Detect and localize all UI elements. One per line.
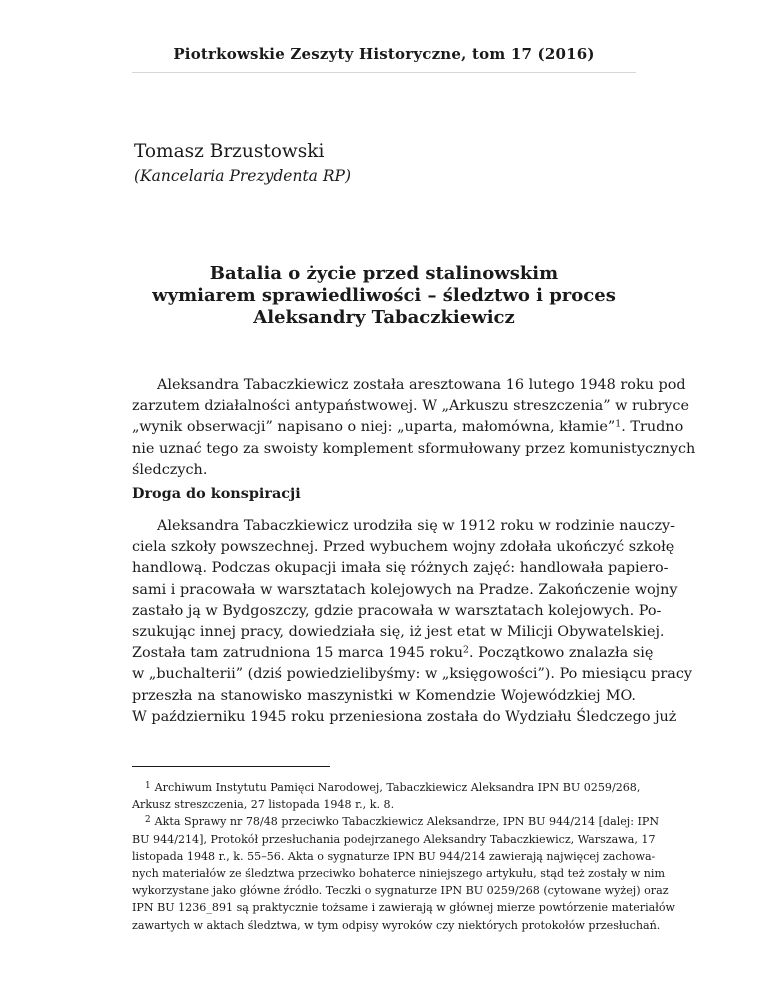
line-text: . Początkowo znalazła się — [468, 645, 654, 662]
paragraph-line: sami i pracowała w warsztatach kolejowych na Pradze. Zakończenie wojny — [132, 581, 678, 598]
footnote-2-line: nych materiałów ze śledztwa przeciwko bohaterce niniejszego artykułu, stąd też zostały w nim — [132, 866, 665, 880]
paragraph-line: Aleksandra Tabaczkiewicz urodziła się w 1912 roku w rodzinie nauczy- — [157, 518, 676, 534]
footnote-2-mark: 2 — [145, 815, 151, 826]
paragraph-line: ciela szkoły powszechnej. Przed wybuchem wojny zdołała ukończyć szkołę — [132, 539, 675, 556]
footnote-2-line: listopada 1948 r., k. 55–56. Akta o sygnaturze IPN BU 944/214 zawierają najwięcej zachowa- — [132, 849, 656, 863]
footnote-2-line: IPN BU 1236_891 są praktycznie tożsame i zawierają w głównej mierze powtórzenie materiałów — [132, 901, 676, 915]
header-divider — [132, 72, 636, 73]
line-text: . Trudno — [621, 419, 684, 436]
paragraph-line: W październiku 1945 roku przeniesiona została do Wydziału Śledczego już — [132, 708, 677, 725]
title-line: Aleksandry Tabaczkiewicz — [253, 307, 515, 328]
footnote-2-line: wykorzystane jako główne źródło. Teczki o sygnaturze IPN BU 0259/268 (cytowane wyżej) oraz — [132, 884, 669, 898]
paragraph-line: handlową. Podczas okupacji imała się różnych zajęć: handlowała papiero- — [132, 560, 669, 577]
footnote-2-line — [132, 813, 660, 830]
paragraph-line: szukując innej pracy, dowiedziała się, iż jest etat w Milicji Obywatelskiej. — [132, 623, 665, 640]
author-name: Tomasz Brzustowski — [134, 141, 325, 162]
paragraph-line: w „buchalterii” (dziś powiedzielibyśmy: w „księgowości”). Po miesiącu pracy — [132, 666, 693, 683]
section-heading: Droga do konspiracji — [132, 485, 301, 502]
paragraph-line: przeszła na stanowisko maszynistki w Komendzie Wojewódzkiej MO. — [132, 687, 636, 704]
footnotes — [132, 779, 676, 934]
paragraph-line — [132, 417, 684, 438]
footnote-2-line: zawartych w aktach śledztwa, w tym odpisy wyroków czy niektórych protokołów przesłuchań. — [132, 918, 661, 932]
footnote-ref-2: 2 — [463, 644, 469, 656]
article-title — [132, 263, 636, 329]
footnote-1-line: Arkusz streszczenia, 27 listopada 1948 r., k. 8. — [132, 798, 395, 812]
title-line: Batalia o życie przed stalinowskim — [209, 263, 559, 284]
footnote-ref-1: 1 — [615, 418, 622, 430]
section-paragraph — [132, 516, 693, 728]
line-text: Została tam zatrudniona 15 marca 1945 roku — [132, 645, 464, 662]
paragraph-line: Aleksandra Tabaczkiewicz została aresztowana 16 lutego 1948 roku pod — [157, 377, 686, 393]
footnote-divider — [132, 766, 330, 767]
title-line: wymiarem sprawiedliwości – śledztwo i proces — [152, 285, 616, 306]
author-affiliation: (Kancelaria Prezydenta RP) — [134, 167, 351, 185]
paragraph-line: śledczych. — [132, 461, 208, 478]
footnote-1-mark: 1 — [145, 780, 151, 791]
footnote-text: Archiwum Instytutu Pamięci Narodowej, Tabaczkiewicz Aleksandra IPN BU 0259/268, — [154, 781, 641, 794]
paragraph-line — [132, 643, 654, 664]
footnote-2-line: BU 944/214], Protokół przesłuchania podejrzanego Aleksandry Tabaczkiewicz, Warszawa, 17 — [132, 832, 656, 846]
paragraph-line: zastało ją w Bydgoszczy, gdzie pracowała w warsztatach kolejowych. Po- — [132, 602, 662, 619]
paragraph-line: zarzutem działalności antypaństwowej. W „Arkuszu streszczenia” w rubryce — [132, 398, 689, 415]
footnote-text: Akta Sprawy nr 78/48 przeciwko Tabaczkiewicz Aleksandrze, IPN BU 944/214 [dalej: IPN — [154, 815, 660, 829]
running-header: Piotrkowskie Zeszyty Historyczne, tom 17 (2016) — [173, 45, 595, 63]
paragraph-line: nie uznać tego za swoisty komplement sformułowany przez komunistycznych — [132, 440, 696, 457]
intro-paragraph — [132, 375, 696, 481]
footnote-1-line — [132, 779, 641, 796]
line-text: „wynik obserwacji” napisano o niej: „uparta, małomówna, kłamie” — [132, 419, 616, 436]
